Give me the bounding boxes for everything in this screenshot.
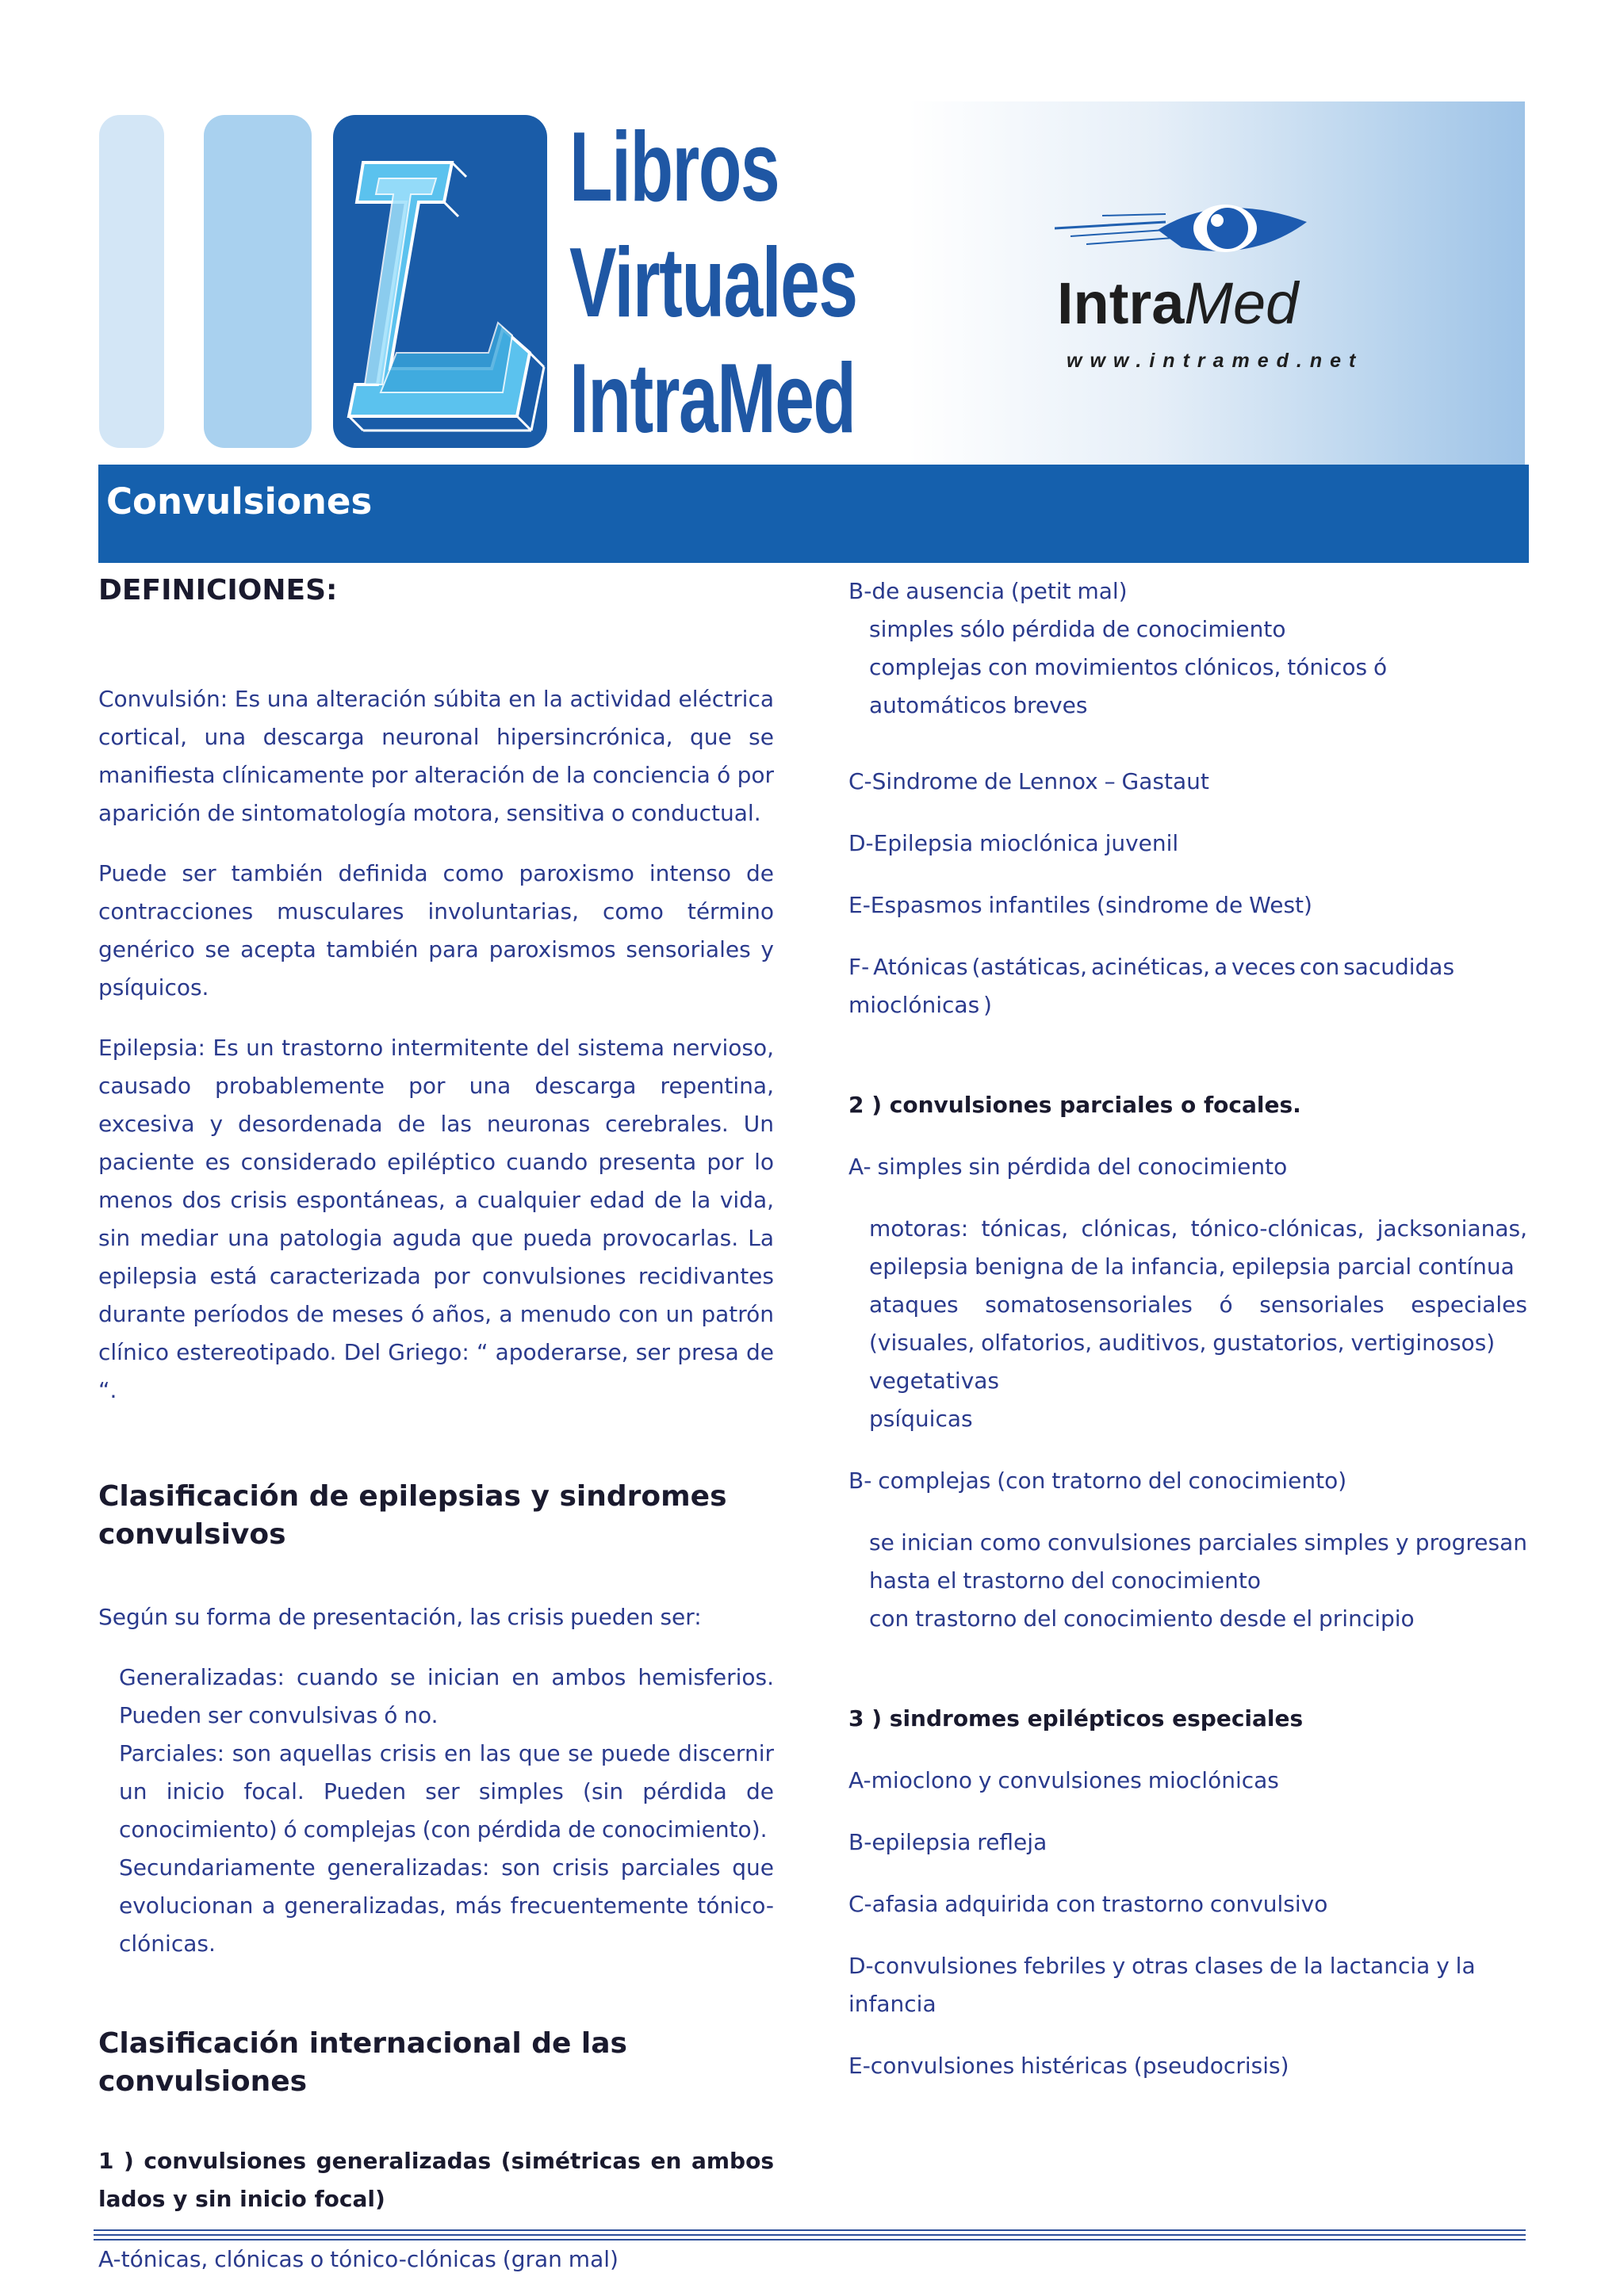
group3-heading: 3 ) sindromes epilépticos especiales [848, 1705, 1304, 1732]
intramed-logo-secondary: Med [1184, 270, 1299, 336]
item-b-title: B-de ausencia (petit mal) [848, 578, 1128, 604]
decorative-bar-medium [204, 115, 312, 448]
group2-ataques: ataques somatosensoriales ó sensoriales especiales (visuales, olfatorios, auditivos, gustatorios, vertiginosos) [869, 1292, 1527, 1356]
intramed-logo-primary: Intra [1057, 270, 1185, 336]
classification-heading: Clasificación de epilepsias y sindromes convulsivos [98, 1480, 727, 1551]
group3-item-d: D-convulsiones febriles y otras clases de la lactancia y la infancia [848, 1953, 1476, 2017]
group2-vegetativas: vegetativas [869, 1368, 1000, 1394]
footer-rule [94, 2229, 1526, 2242]
group3-item-b: B-epilepsia refleja [848, 1829, 1048, 1855]
brand-line-1: Libros [569, 113, 779, 222]
footer-line [94, 2239, 1526, 2241]
paragraph-parciales: Parciales: son aquellas crisis en las que se puede discernir un inicio focal. Pueden ser simples (sin pérdida de conocimiento) ó complejas (con pérdida de conocimiento). [119, 1740, 774, 1843]
item-f: F- Atónicas (astáticas, acinéticas, a veces con sacudidas mioclónicas ) [848, 954, 1455, 1018]
group2-item-a: A- simples sin pérdida del conocimiento [848, 1154, 1288, 1180]
item-b-complex: complejas con movimientos clónicos, tónicos ó automáticos breves [869, 654, 1388, 718]
group2-heading: 2 ) convulsiones parciales o focales. [848, 1092, 1301, 1118]
footer-line [94, 2229, 1526, 2231]
intramed-url: www.intramed.net [1067, 350, 1364, 372]
group3-item-a: A-mioclono y convulsiones mioclónicas [848, 1767, 1279, 1793]
page-title: Convulsiones [106, 480, 373, 522]
paragraph-paroxismo: Puede ser también definida como paroxismo intenso de contracciones musculares involuntarias, como término genérico se acepta también para paroxismos sensoriales y psíquicos. [98, 860, 774, 1001]
right-column [848, 563, 1527, 2085]
brand-line-3: IntraMed [569, 344, 856, 453]
decorative-bar-light [99, 115, 164, 448]
group2-item-b2: con trastorno del conocimiento desde el principio [869, 1605, 1415, 1632]
item-c: C-Sindrome de Lennox – Gastaut [848, 768, 1209, 794]
left-column [98, 563, 774, 2279]
paragraph-generalizadas: Generalizadas: cuando se inician en ambos hemisferios. Pueden ser convulsivas ó no. [119, 1664, 774, 1728]
libros-virtuales-logo [333, 115, 547, 448]
intramed-logo [1057, 270, 1298, 337]
group2-item-b1: se inician como convulsiones parciales simples y progresan hasta el trastorno del conocimiento [869, 1529, 1527, 1594]
paragraph-convulsion: Convulsión: Es una alteración súbita en la actividad eléctrica cortical, una descarga neuronal hipersincrónica, que se manifiesta clínicamente por alteración de la conciencia ó por aparición de sintomatología motora, sensitiva o conductual. [98, 686, 774, 826]
paragraph-secundarias: Secundariamente generalizadas: son crisis parciales que evolucionan a generalizadas, más frecuentemente tónico-clónicas. [119, 1854, 774, 1957]
title-band [98, 465, 1529, 563]
paragraph-epilepsia: Epilepsia: Es un trastorno intermitente del sistema nervioso, causado probablemente por una descarga repentina, excesiva y desordenada de las neuronas cerebrales. Un paciente es considerado epiléptico cuando presenta por lo menos dos crisis espontáneas, a cualquier edad de la vida, sin mediar una patologia aguda que pueda provocarlas. La epilepsia está caracterizada por convulsiones recidivantes durante períodos de meses ó años, a menudo con un patrón clínico estereotipado. Del Griego: “ apoderarse, ser presa de “. [98, 1035, 774, 1403]
group3-item-e: E-convulsiones histéricas (pseudocrisis) [848, 2053, 1289, 2079]
brand-line-2: Virtuales [569, 228, 857, 338]
item-e: E-Espasmos infantiles (sindrome de West) [848, 892, 1312, 918]
paragraph-intro: Según su forma de presentación, las crisis pueden ser: [98, 1604, 702, 1630]
group2-motoras: motoras: tónicas, clónicas, tónico-clónicas, jacksonianas, epilepsia benigna de la infancia, epilepsia parcial contínua [869, 1215, 1527, 1280]
letter-l-icon [333, 115, 547, 448]
international-classification-heading: Clasificación internacional de las convulsiones [98, 2027, 627, 2098]
definitions-heading: DEFINICIONES: [98, 574, 338, 607]
item-b-simple: simples sólo pérdida de conocimiento [869, 616, 1286, 642]
group2-item-b: B- complejas (con tratorno del conocimiento) [848, 1468, 1347, 1494]
group1-item-a: A-tónicas, clónicas o tónico-clónicas (gran mal) [98, 2246, 619, 2272]
brand-title [569, 109, 857, 457]
group2-psiquicas: psíquicas [869, 1406, 973, 1432]
group3-item-c: C-afasia adquirida con trastorno convulsivo [848, 1891, 1328, 1917]
item-d: D-Epilepsia mioclónica juvenil [848, 830, 1179, 856]
group1-heading: 1 ) convulsiones generalizadas (simétricas en ambos lados y sin inicio focal) [98, 2148, 774, 2212]
eye-icon [1055, 198, 1308, 270]
footer-line [94, 2234, 1526, 2236]
